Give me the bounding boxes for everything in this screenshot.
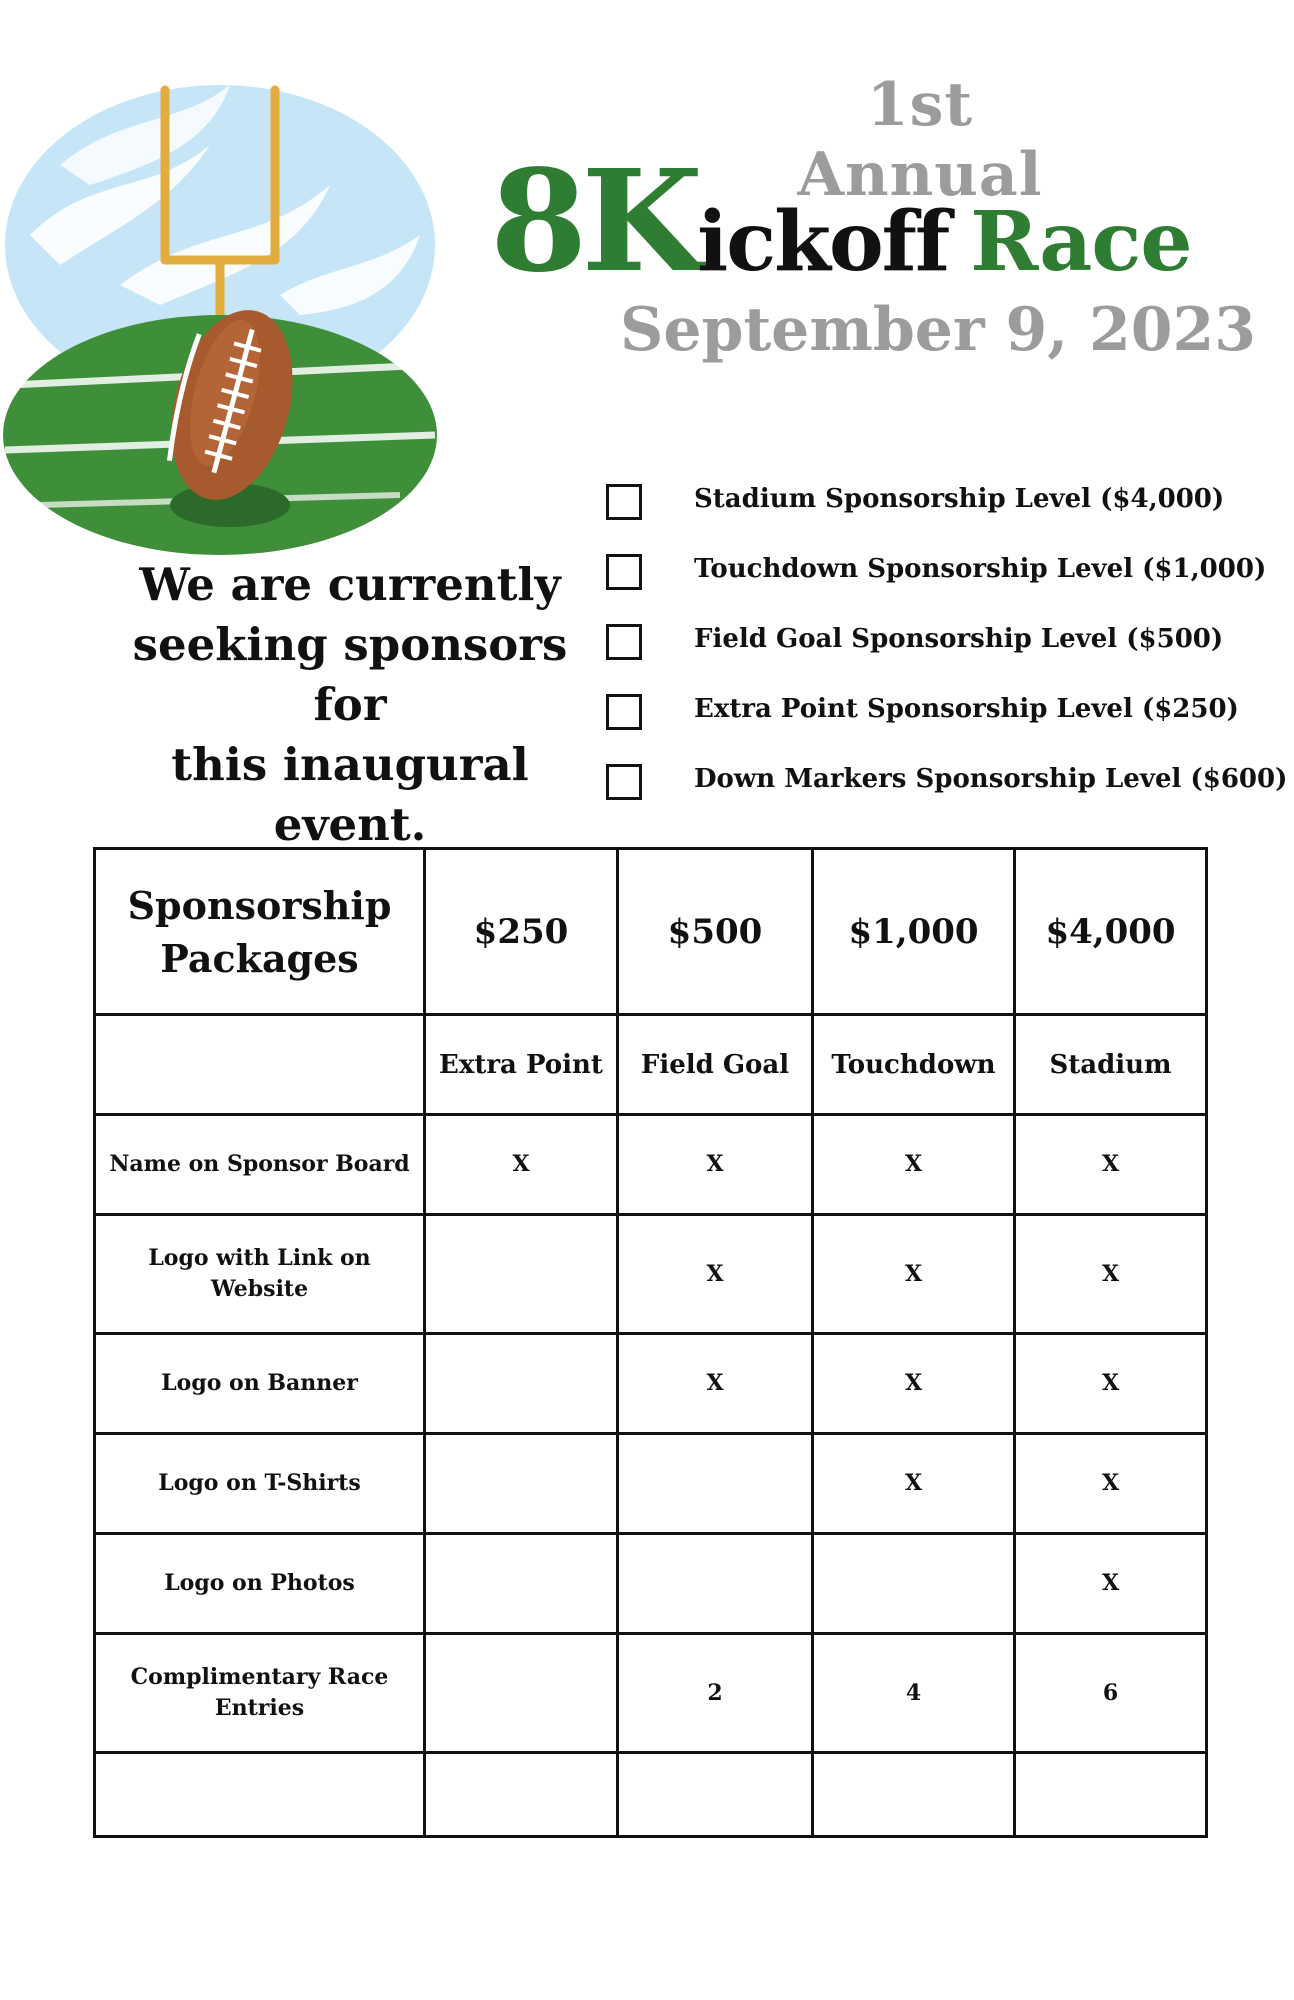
level-name-cell: Touchdown <box>813 1015 1015 1115</box>
race-title-8k: 8K <box>490 140 698 304</box>
feature-cell: Name on Sponsor Board <box>95 1115 425 1215</box>
level-option-extra-point[interactable] <box>606 690 1286 734</box>
table-cell: X <box>813 1115 1015 1215</box>
race-title <box>490 140 1192 304</box>
level-label: Stadium Sponsorship Level ($4,000) <box>694 484 1225 514</box>
table-cell: X <box>618 1334 813 1434</box>
table-cell: X <box>618 1215 813 1334</box>
table-row <box>95 1215 1207 1334</box>
table-cell: X <box>813 1334 1015 1434</box>
table-cell: X <box>618 1115 813 1215</box>
table-cell <box>425 1434 618 1534</box>
level-label: Touchdown Sponsorship Level ($1,000) <box>694 554 1267 584</box>
table-cell: X <box>1015 1334 1207 1434</box>
checkbox[interactable] <box>606 484 642 520</box>
table-cell: X <box>813 1434 1015 1534</box>
table-cell <box>95 1015 425 1115</box>
packages-header-line-1: Sponsorship <box>127 882 392 928</box>
level-label: Extra Point Sponsorship Level ($250) <box>694 694 1239 724</box>
price-header: $4,000 <box>1015 849 1207 1015</box>
feature-cell: Logo on Photos <box>95 1534 425 1634</box>
table-cell <box>813 1753 1015 1837</box>
packages-header-line-2: Packages <box>160 935 359 981</box>
football-field-logo <box>0 55 440 555</box>
checkbox[interactable] <box>606 764 642 800</box>
checkbox[interactable] <box>606 554 642 590</box>
level-name-cell: Stadium <box>1015 1015 1207 1115</box>
table-cell <box>425 1753 618 1837</box>
level-option-down-markers[interactable] <box>606 760 1286 804</box>
feature-cell: Complimentary Race Entries <box>95 1634 425 1753</box>
table-cell <box>425 1334 618 1434</box>
table-row <box>95 1334 1207 1434</box>
intro-line-1: We are currently <box>139 558 561 611</box>
table-cell: 6 <box>1015 1634 1207 1753</box>
feature-cell: Logo on Banner <box>95 1334 425 1434</box>
level-name-row <box>95 1015 1207 1115</box>
table-cell <box>425 1634 618 1753</box>
table-cell <box>425 1215 618 1334</box>
feature-cell: Logo with Link on Website <box>95 1215 425 1334</box>
feature-cell: Logo on T-Shirts <box>95 1434 425 1534</box>
annual-label: 1st Annual <box>797 70 1043 210</box>
level-name-cell: Field Goal <box>618 1015 813 1115</box>
table-row <box>95 1115 1207 1215</box>
table-cell: X <box>1015 1215 1207 1334</box>
intro-line-2: seeking sponsors for <box>132 618 568 731</box>
level-label: Down Markers Sponsorship Level ($600) <box>694 764 1288 794</box>
level-option-field-goal[interactable] <box>606 620 1286 664</box>
feature-cell <box>95 1753 425 1837</box>
table-header-row <box>95 849 1207 1015</box>
race-title-race: Race <box>970 194 1192 290</box>
event-date: September 9, 2023 <box>620 295 1256 365</box>
table-row <box>95 1753 1207 1837</box>
table-row <box>95 1434 1207 1534</box>
title-block <box>470 60 1270 380</box>
table-cell: 2 <box>618 1634 813 1753</box>
table-row <box>95 1534 1207 1634</box>
checkbox[interactable] <box>606 624 642 660</box>
level-option-touchdown[interactable] <box>606 550 1286 594</box>
table-row <box>95 1634 1207 1753</box>
table-cell <box>618 1753 813 1837</box>
level-option-stadium[interactable] <box>606 480 1286 524</box>
table-cell: X <box>813 1215 1015 1334</box>
table-cell: 4 <box>813 1634 1015 1753</box>
checkbox[interactable] <box>606 694 642 730</box>
sponsor-intro <box>105 555 595 855</box>
price-header: $500 <box>618 849 813 1015</box>
table-cell: X <box>1015 1534 1207 1634</box>
price-header: $250 <box>425 849 618 1015</box>
price-header: $1,000 <box>813 849 1015 1015</box>
packages-header <box>95 849 425 1015</box>
intro-line-3: this inaugural event. <box>171 738 529 851</box>
race-title-ickoff: ickoff <box>697 194 949 290</box>
level-label: Field Goal Sponsorship Level ($500) <box>694 624 1224 654</box>
sponsorship-packages-table <box>93 847 1208 1838</box>
table-cell <box>618 1434 813 1534</box>
table-cell <box>1015 1753 1207 1837</box>
table-cell <box>813 1534 1015 1634</box>
table-cell: X <box>1015 1115 1207 1215</box>
table-cell <box>425 1534 618 1634</box>
table-cell: X <box>1015 1434 1207 1534</box>
level-name-cell: Extra Point <box>425 1015 618 1115</box>
table-cell: X <box>425 1115 618 1215</box>
table-cell <box>618 1534 813 1634</box>
